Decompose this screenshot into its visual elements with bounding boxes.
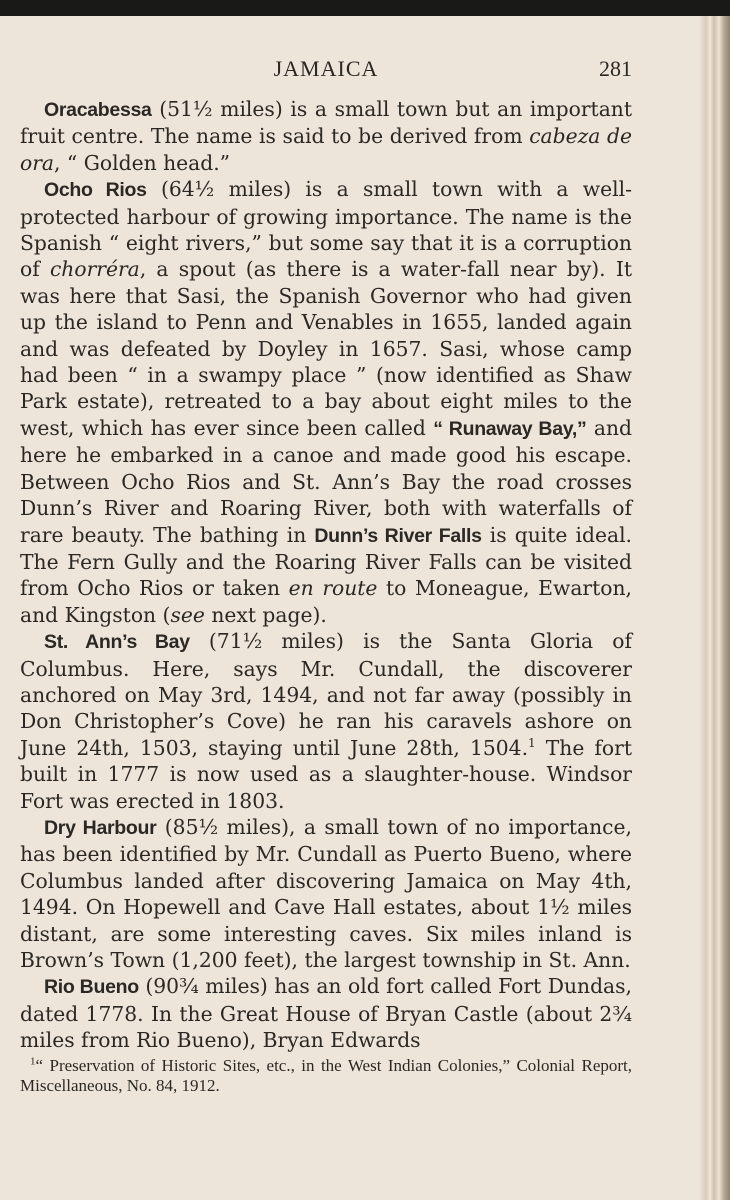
body-text xyxy=(20,96,632,1097)
footnote xyxy=(20,1056,632,1097)
paragraph-text: , a spout (as there is a water-fall near by). It was here that Sasi, the Spanish Governor who had given up the island to Penn and Venables in 1655, landed again and was defeated by Doyley in 1657. Sasi, whose camp had been “ in a swampy place ” (now identified as Shaw Park estate), retreated to a bay about eight miles to the west, which has ever since been called xyxy=(20,257,632,440)
paragraph-st-anns-bay xyxy=(20,628,632,814)
paragraph-text: , “ Golden head.” xyxy=(54,150,231,175)
paragraph-text: (90¾ miles) has an old fort called Fort Dundas, dated 1778. In the Great House of Bryan Castle (about 2¾ miles from Rio Bueno), Bryan Edwards xyxy=(20,974,633,1053)
italic-phrase: cabeza de ora xyxy=(20,124,632,175)
italic-phrase: chorréra xyxy=(49,257,140,282)
paragraph-rio-bueno xyxy=(20,973,632,1053)
italic-phrase: en route xyxy=(288,576,378,601)
footnote-text: “ Preservation of Historic Sites, etc., in the West Indian Colonies,” Colonial Report, Miscellaneous, No. 84, 1912. xyxy=(20,1055,632,1096)
paragraph-dry-harbour xyxy=(20,814,632,973)
paragraph-text: is quite ideal. The Fern Gully and the Roaring River Falls can be visited from Ocho Rios or taken xyxy=(20,522,632,601)
running-title: JAMAICA xyxy=(273,56,379,81)
place-name: Ocho Rios xyxy=(44,179,147,202)
paragraph-ocho-rios xyxy=(20,176,632,628)
place-name: Dunn’s River Falls xyxy=(314,524,482,547)
paragraph-text: to Moneague, Ewarton, and Kingston ( xyxy=(20,576,632,627)
place-name: St. Ann’s Bay xyxy=(44,631,190,654)
paragraph-text: (85½ miles), a small town of no importance, has been identified by Mr. Cundall as Puerto Bueno, where Columbus landed after discovering Jamaica on May 4th, 1494. On Hopewell and Cave Hall estates, about 1½ miles distant, are some interesting caves. Six miles inland is Brown’s Town (1,200 feet), the largest township in St. Ann. xyxy=(20,814,632,972)
paragraph-text: (64½ miles) is a small town with a well-protected harbour of growing importance. The name is the Spanish “ eight rivers,” but some say that it is a corruption of xyxy=(20,177,632,282)
page-number: 281 xyxy=(599,56,632,81)
scan-top-border xyxy=(0,0,730,16)
footnote-mark: 1 xyxy=(30,1054,36,1067)
footnote-reference: 1 xyxy=(528,735,536,750)
place-name: Dry Harbour xyxy=(44,816,157,839)
paragraph-oracabessa xyxy=(20,96,632,176)
paragraph-text: next page). xyxy=(204,602,327,627)
running-header xyxy=(20,56,632,86)
place-name: Rio Bueno xyxy=(44,976,139,999)
italic-phrase: see xyxy=(170,602,205,627)
place-name: “ Runaway Bay,” xyxy=(433,417,587,440)
page-stack-edge xyxy=(700,16,730,1200)
paragraph-text: (51½ miles) is a small town but an important fruit centre. The name is said to be derived from xyxy=(20,97,632,149)
paragraph-text: The fort built in 1777 is now used as a slaughter-house. Windsor Fort was erected in 1803. xyxy=(20,735,632,813)
paragraph-text: (71½ miles) is the Santa Gloria of Columbus. Here, says Mr. Cundall, the discoverer anchored on May 3rd, 1494, and not far away (possibly in Don Christopher’s Cove) he ran his caravels ashore on June 24th, 1503, staying until June 28th, 1504. xyxy=(20,629,632,760)
paragraph-text: and here he embarked in a canoe and made good his escape. Between Ocho Rios and St. Ann’s Bay the road crosses Dunn’s River and Roaring River, both with waterfalls of rare beauty. The bathing in xyxy=(20,415,632,547)
place-name: Oracabessa xyxy=(44,99,152,121)
